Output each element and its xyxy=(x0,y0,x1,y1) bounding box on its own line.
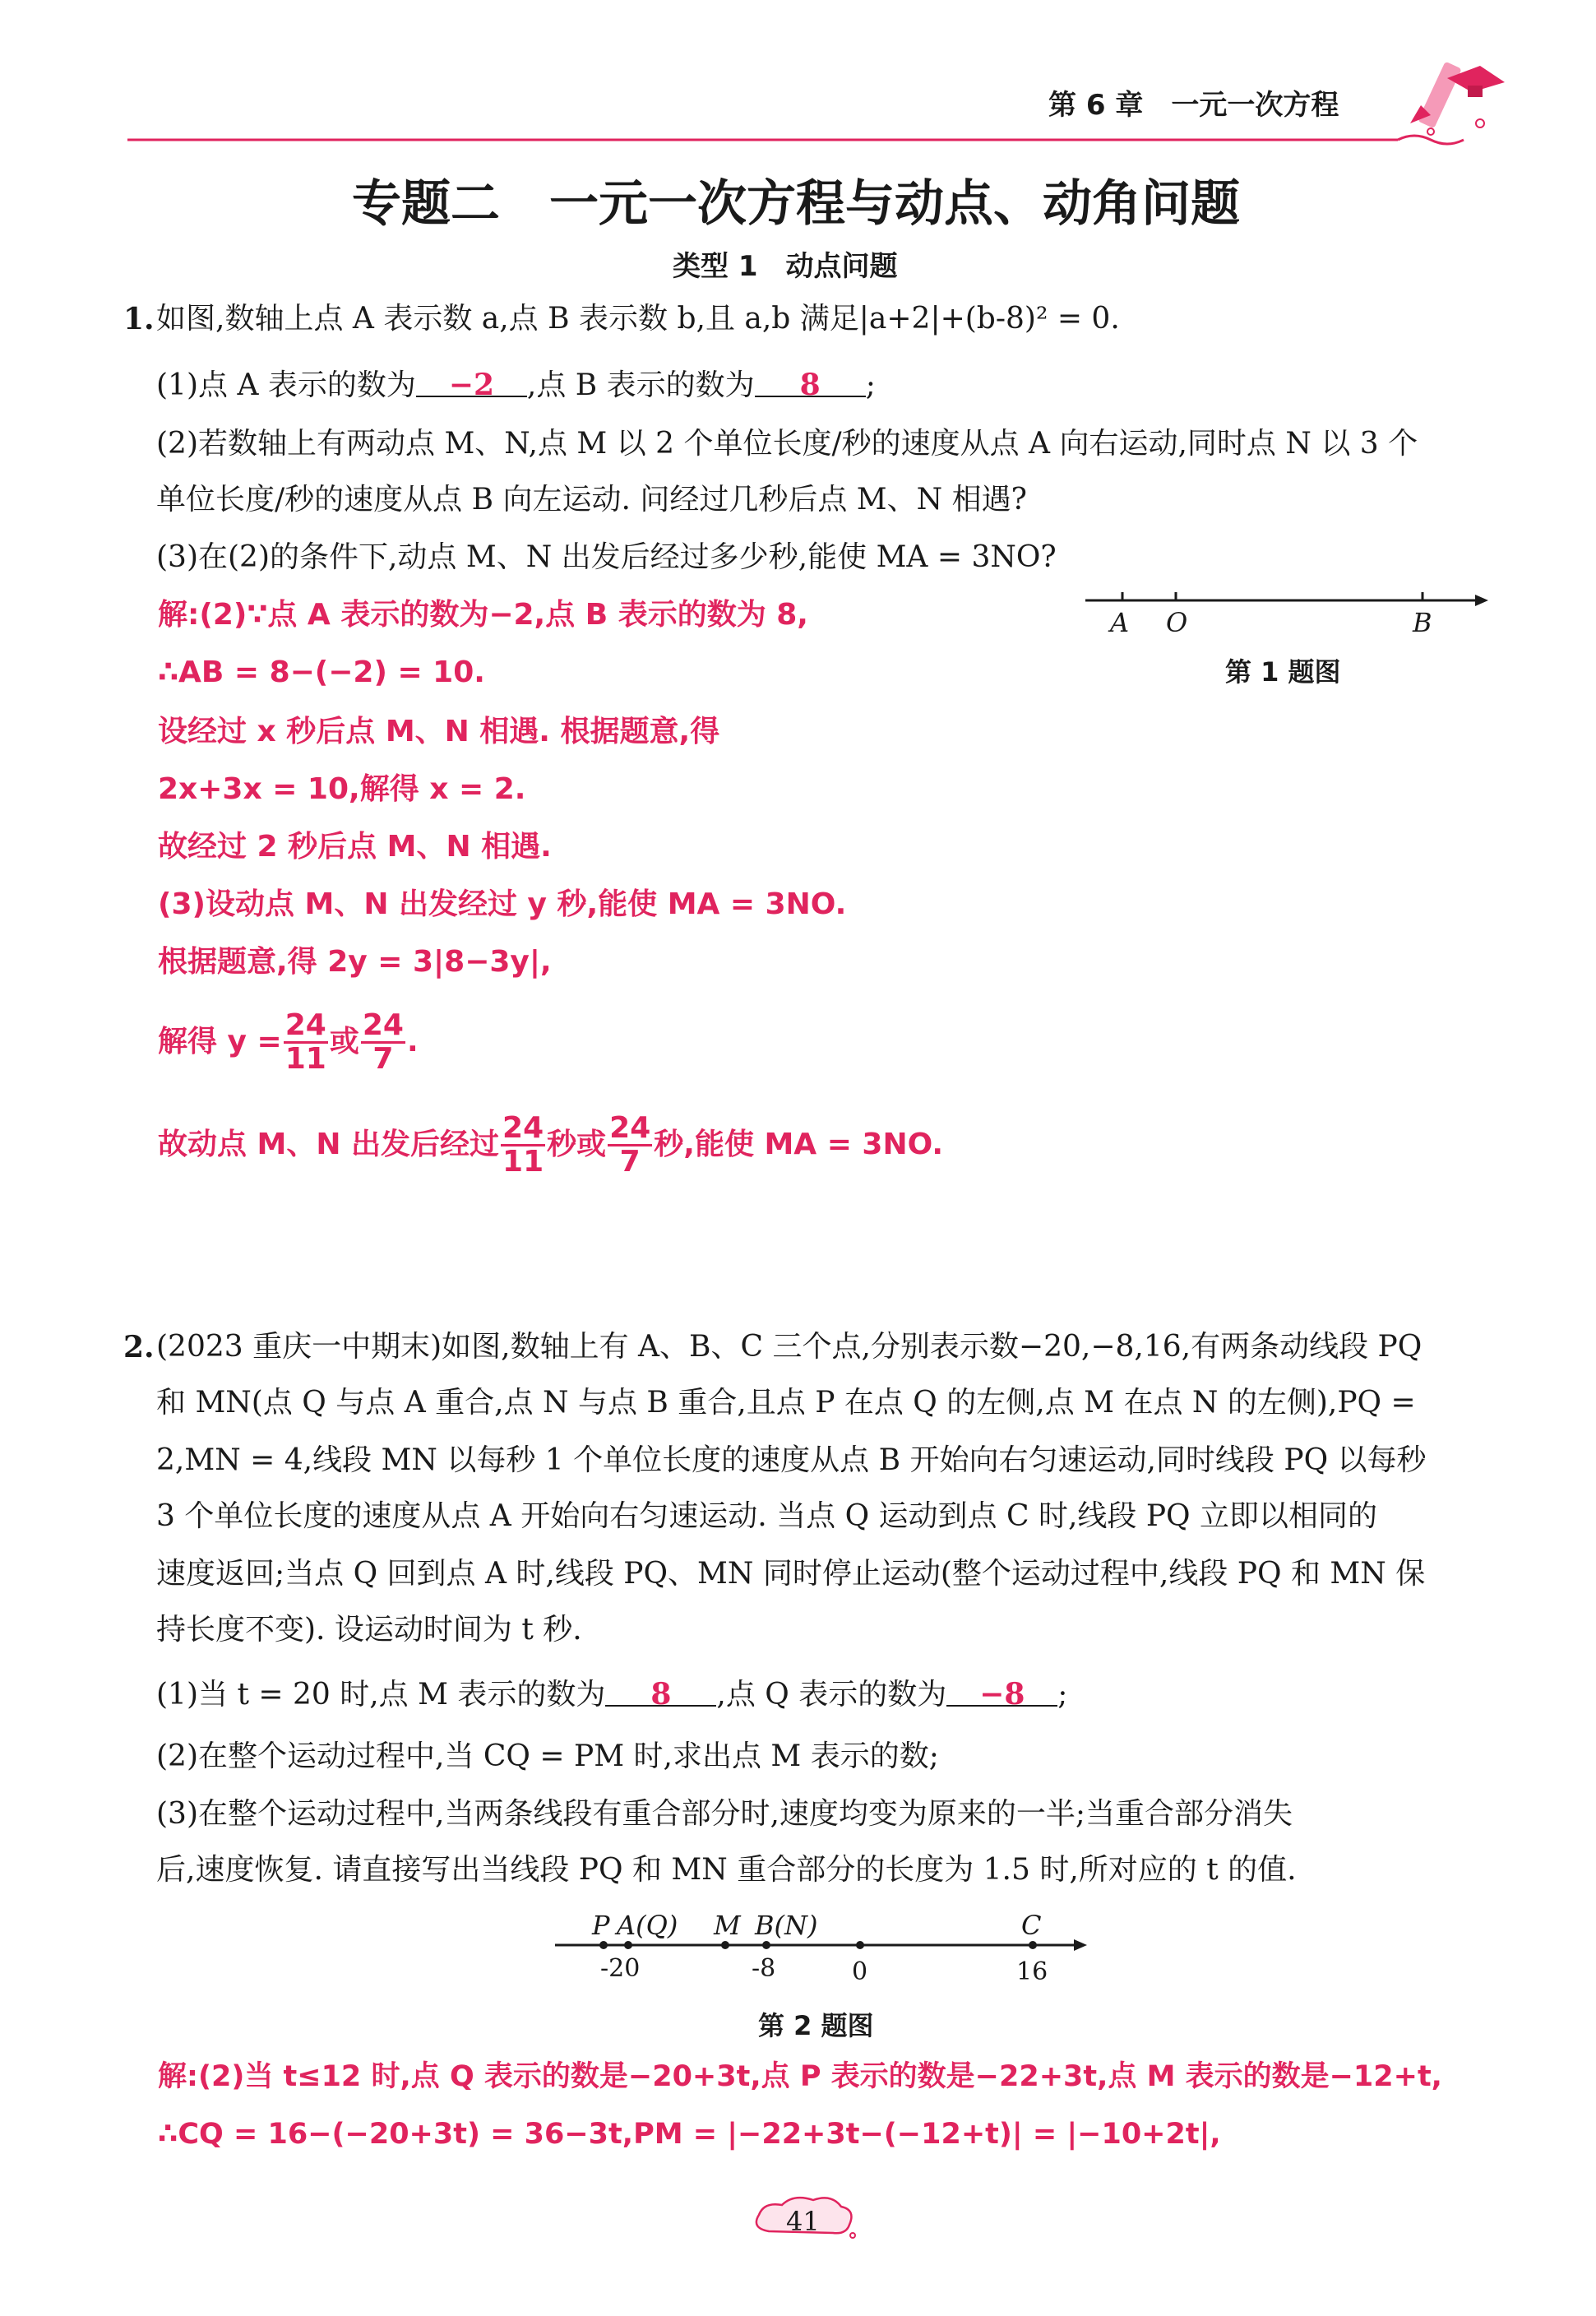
q1-fraction-4 xyxy=(608,1113,652,1178)
q2-tick-16: 16 xyxy=(1016,1957,1048,1986)
q1-solution-line4: 2x+3x = 10,解得 x = 2. xyxy=(158,772,526,806)
q1-label-o: O xyxy=(1166,607,1188,638)
q2-part1-text-a: (1)当 t = 20 时,点 M 表示的数为 xyxy=(156,1678,606,1712)
q1-part2-line1: (2)若数轴上有两动点 M、N,点 M 以 2 个单位长度/秒的速度从点 A 向右运动,同时点 N 以 3 个 xyxy=(156,427,1418,461)
q1-label-a: A xyxy=(1110,607,1130,638)
q2-point-p xyxy=(599,1941,608,1949)
q2-part1 xyxy=(156,1679,1067,1712)
q2-line5: 速度返回;当点 Q 回到点 A 时,线段 PQ、MN 同时停止运动(整个运动过程中,线段 PQ 和 MN 保 xyxy=(156,1557,1426,1591)
q2-label-aq: A(Q) xyxy=(617,1910,678,1941)
q2-blank-a xyxy=(605,1674,716,1712)
q1-solution-line9-pre: 故动点 M、N 出发后经过 xyxy=(158,1128,500,1162)
q2-point-c xyxy=(1029,1941,1037,1949)
q1-stem: 如图,数轴上点 A 表示数 a,点 B 表示数 b,且 a,b 满足|a+2|+(b-8)² = 0. xyxy=(156,302,1120,336)
q1-solution-line8 xyxy=(158,1010,419,1075)
q1-blank-b xyxy=(755,365,866,402)
q2-figure-caption: 第 2 题图 xyxy=(758,2010,874,2041)
page-title: 专题二 一元一次方程与动点、动角问题 xyxy=(352,175,1240,233)
q2-tick-minus8: -8 xyxy=(752,1954,776,1983)
pencil-icon xyxy=(1410,62,1462,129)
q2-number: 2. xyxy=(123,1330,155,1364)
q1-part2-line2: 单位长度/秒的速度从点 B 向左运动. 问经过几秒后点 M、N 相遇? xyxy=(156,483,1027,516)
q2-point-a xyxy=(624,1941,632,1949)
q1-fraction-4-num: 24 xyxy=(609,1111,651,1145)
q2-line2: 和 MN(点 Q 与点 A 重合,点 N 与点 B 重合,且点 P 在点 Q 的左侧,点 M 在点 N 的左侧),PQ = xyxy=(156,1386,1416,1420)
q2-label-p: P xyxy=(592,1910,610,1941)
q2-line3: 2,MN = 4,线段 MN 以每秒 1 个单位长度的速度从点 B 开始向右匀速运动,同时线段 PQ 以每秒 xyxy=(156,1443,1427,1477)
q2-point-o xyxy=(856,1941,864,1949)
q1-axis-arrow xyxy=(1475,595,1488,606)
q1-fraction-1 xyxy=(284,1010,328,1075)
circle-decor-icon-2 xyxy=(1427,128,1434,135)
q2-axis-arrow xyxy=(1074,1939,1087,1951)
q2-label-c: C xyxy=(1021,1910,1042,1941)
q1-figure-caption: 第 1 题图 xyxy=(1225,656,1341,688)
page-number: 41 xyxy=(786,2206,820,2237)
cloud-dot-icon xyxy=(850,2233,855,2238)
q1-answer-a: −2 xyxy=(448,368,494,402)
q1-part1-text-b: ,点 B 表示的数为 xyxy=(526,368,755,402)
q2-solution-line2: ∴CQ = 16−(−20+3t) = 36−3t,PM = |−22+3t−(−12+t)| = |−10+2t|, xyxy=(158,2118,1221,2151)
q2-part1-text-b: ,点 Q 表示的数为 xyxy=(716,1678,947,1712)
chapter-header: 第 6 章 一元一次方程 xyxy=(1048,89,1339,122)
q2-answer-a: 8 xyxy=(650,1677,672,1712)
q1-part1 xyxy=(156,370,876,402)
q1-solution-line3: 设经过 x 秒后点 M、N 相遇. 根据题意,得 xyxy=(158,715,720,748)
q1-fraction-2-num: 24 xyxy=(362,1008,404,1042)
q2-line1: (2023 重庆一中期末)如图,数轴上有 A、B、C 三个点,分别表示数−20,−8,16,有两条动线段 PQ xyxy=(156,1330,1423,1364)
q1-part3: (3)在(2)的条件下,动点 M、N 出发后经过多少秒,能使 MA = 3NO? xyxy=(156,540,1057,574)
circle-decor-icon xyxy=(1476,119,1484,127)
q1-fraction-1-den: 11 xyxy=(285,1041,326,1076)
q2-label-bn: B(N) xyxy=(755,1910,818,1941)
q1-solution-line9 xyxy=(158,1113,943,1178)
q1-answer-b: 8 xyxy=(799,368,821,402)
q2-part1-end: ; xyxy=(1057,1678,1068,1712)
q1-part1-end: ; xyxy=(865,368,876,402)
q2-blank-b xyxy=(946,1674,1057,1712)
q1-solution-line8-mid: 或 xyxy=(329,1025,359,1059)
q1-solution-line7: 根据题意,得 2y = 3|8−3y|, xyxy=(158,945,552,979)
q1-solution-line5: 故经过 2 秒后点 M、N 相遇. xyxy=(158,830,552,864)
q1-solution-line6: (3)设动点 M、N 出发经过 y 秒,能使 MA = 3NO. xyxy=(158,887,847,921)
q1-solution-line1: 解:(2)∵点 A 表示的数为−2,点 B 表示的数为 8, xyxy=(158,598,808,632)
q2-tick-minus20: -20 xyxy=(600,1954,641,1983)
header-swirl xyxy=(1398,136,1464,144)
q2-tick-zero: 0 xyxy=(852,1957,868,1986)
q1-label-b: B xyxy=(1413,607,1432,638)
q1-fraction-4-den: 7 xyxy=(619,1144,641,1179)
q1-fraction-3 xyxy=(501,1113,545,1178)
q2-line4: 3 个单位长度的速度从点 A 开始向右匀速运动. 当点 Q 运动到点 C 时,线段 PQ 立即以相同的 xyxy=(156,1499,1378,1533)
q1-fraction-2-den: 7 xyxy=(372,1041,394,1076)
q1-number-line xyxy=(1077,580,1497,637)
q1-solution-line9-mid: 秒或 xyxy=(547,1128,607,1162)
q1-part1-text-a: (1)点 A 表示的数为 xyxy=(156,368,416,402)
q2-part3-line2: 后,速度恢复. 请直接写出当线段 PQ 和 MN 重合部分的长度为 1.5 时,所对应的 t 的值. xyxy=(156,1853,1297,1887)
q1-solution-line8-end: . xyxy=(406,1025,419,1059)
q2-part3-line1: (3)在整个运动过程中,当两条线段有重合部分时,速度均变为原来的一半;当重合部分消失 xyxy=(156,1797,1293,1831)
q2-line6: 持长度不变). 设运动时间为 t 秒. xyxy=(156,1613,582,1647)
q2-solution-line1: 解:(2)当 t≤12 时,点 Q 表示的数是−20+3t,点 P 表示的数是−22+3t,点 M 表示的数是−12+t, xyxy=(158,2060,1442,2093)
q1-blank-a xyxy=(416,365,527,402)
header-decoration xyxy=(0,0,1596,164)
q1-fraction-3-num: 24 xyxy=(502,1111,544,1145)
q2-point-b xyxy=(762,1941,770,1949)
q2-answer-b: −8 xyxy=(979,1677,1025,1712)
q2-label-m: M xyxy=(714,1910,741,1941)
q1-fraction-2 xyxy=(361,1010,405,1075)
q1-solution-line2: ∴AB = 8−(−2) = 10. xyxy=(158,655,485,689)
q1-fraction-1-num: 24 xyxy=(285,1008,326,1042)
q1-solution-line9-end: 秒,能使 MA = 3NO. xyxy=(654,1128,944,1162)
q2-point-m xyxy=(721,1941,729,1949)
q1-number: 1. xyxy=(123,302,155,336)
q1-fraction-3-den: 11 xyxy=(502,1144,544,1179)
q1-solution-line8-pre: 解得 y = xyxy=(158,1025,282,1059)
section-subtitle: 类型 1 动点问题 xyxy=(673,250,898,283)
q2-part2: (2)在整个运动过程中,当 CQ = PM 时,求出点 M 表示的数; xyxy=(156,1739,939,1773)
